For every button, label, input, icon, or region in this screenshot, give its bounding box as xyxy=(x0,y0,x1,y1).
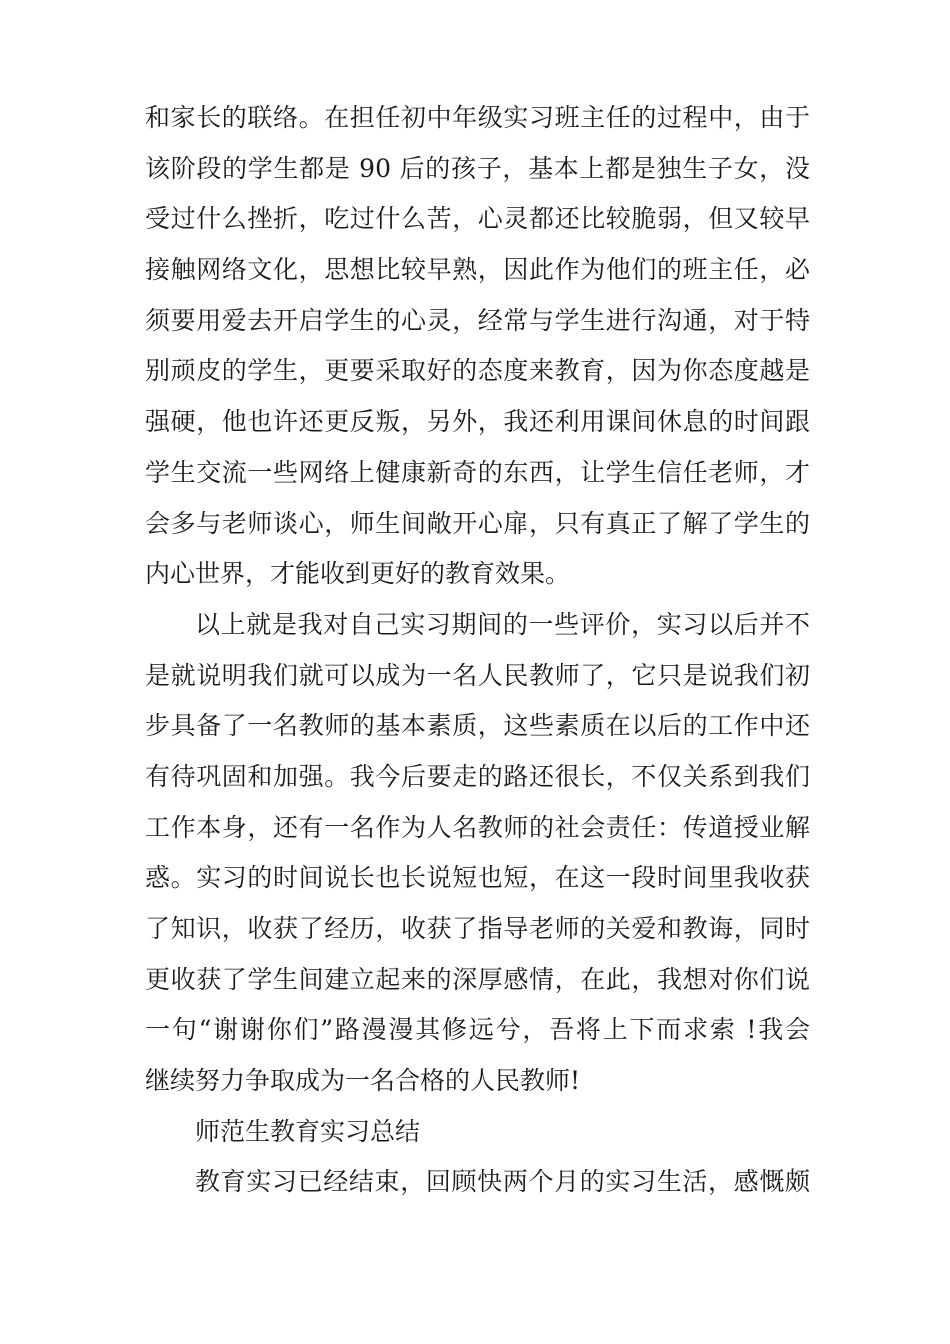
text-line: 步具备了一名教师的基本素质，这些素质在以后的工作中还 xyxy=(145,711,810,741)
text-line: 教育实习已经结束，回顾快两个月的实习生活，感慨颇 xyxy=(195,1167,810,1197)
text-line: 以上就是我对自己实习期间的一些评价，实习以后并不 xyxy=(195,609,810,639)
text-line: 会多与老师谈心，师生间敞开心扉，只有真正了解了学生的 xyxy=(145,508,810,538)
text-line: 有待巩固和加强。我今后要走的路还很长，不仅关系到我们 xyxy=(145,761,810,791)
text-line: 是就说明我们就可以成为一名人民教师了，它只是说我们初 xyxy=(145,660,810,690)
text-line: 更收获了学生间建立起来的深厚感情，在此，我想对你们说 xyxy=(145,964,810,994)
text-line: 惑。实习的时间说长也长说短也短，在这一段时间里我收获 xyxy=(145,863,810,893)
section-heading: 师范生教育实习总结 xyxy=(195,1116,421,1146)
document-page xyxy=(145,93,810,1208)
paragraph-summary-intro xyxy=(145,1157,810,1208)
text-line: 接触网络文化，思想比较早熟，因此作为他们的班主任，必 xyxy=(145,255,810,285)
text-line: 一句“谢谢你们”路漫漫其修远兮，吾将上下而求索 !我会 xyxy=(145,1015,810,1045)
text-line: 内心世界，才能收到更好的教育效果。 xyxy=(145,559,571,589)
text-line: 受过什么挫折，吃过什么苦，心灵都还比较脆弱，但又较早 xyxy=(145,204,810,234)
text-line: 了知识，收获了经历，收获了指导老师的关爱和教诲，同时 xyxy=(145,914,810,943)
text-line: 学生交流一些网络上健康新奇的东西，让学生信任老师，才 xyxy=(145,457,810,487)
text-line: 和家长的联络。在担任初中年级实习班主任的过程中，由于 xyxy=(145,103,810,132)
paragraph-head-teacher xyxy=(145,93,810,600)
text-line: 继续努力争取成为一名合格的人民教师! xyxy=(145,1066,581,1096)
text-line: 强硬，他也许还更反叛，另外，我还利用课间休息的时间跟 xyxy=(145,407,810,437)
section-title xyxy=(145,1107,810,1158)
text-line: 别顽皮的学生，更要采取好的态度来教育，因为你态度越是 xyxy=(145,356,810,386)
text-line: 工作本身，还有一名作为人名教师的社会责任：传道授业解 xyxy=(145,812,810,842)
paragraph-self-evaluation xyxy=(145,600,810,1107)
text-line: 该阶段的学生都是 90 后的孩子，基本上都是独生子女，没 xyxy=(145,153,810,183)
text-line: 须要用爱去开启学生的心灵，经常与学生进行沟通，对于特 xyxy=(145,305,810,335)
